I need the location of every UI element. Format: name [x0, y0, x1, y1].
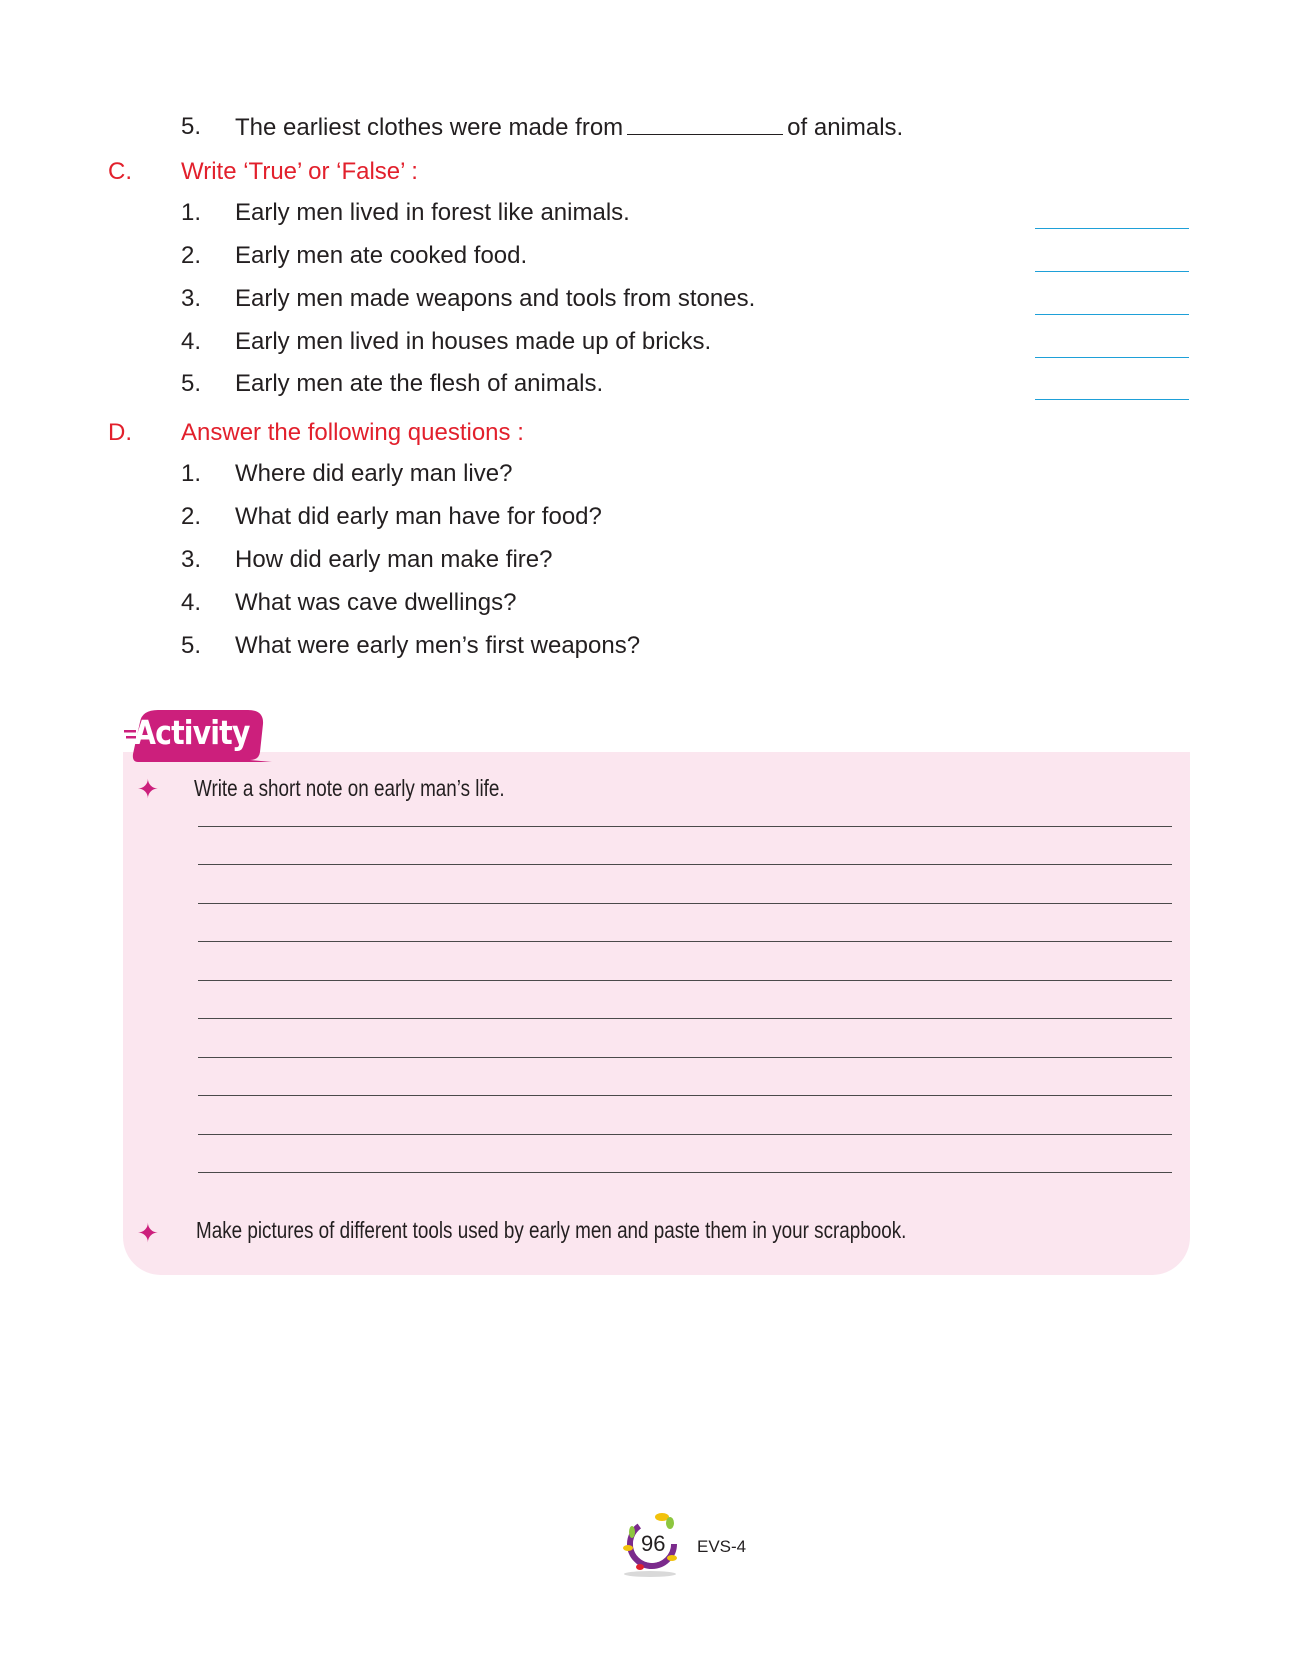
true-false-answer-line[interactable] — [1035, 357, 1189, 358]
activity-panel — [123, 752, 1190, 1275]
section-d-heading: Answer the following questions : — [181, 419, 524, 446]
c-item-text: Early men ate cooked food. — [235, 242, 528, 269]
b-item-5-question — [235, 112, 903, 143]
true-false-answer-line[interactable] — [1035, 228, 1189, 229]
writing-line[interactable] — [198, 1172, 1172, 1173]
section-c-letter: C. — [108, 158, 132, 185]
true-false-answer-line[interactable] — [1035, 271, 1189, 272]
d-item-text: What did early man have for food? — [235, 503, 602, 530]
writing-line[interactable] — [198, 1134, 1172, 1135]
writing-line[interactable] — [198, 903, 1172, 904]
b-item-5-text-after: of animals. — [787, 114, 904, 141]
writing-line[interactable] — [198, 1057, 1172, 1058]
true-false-answer-line[interactable] — [1035, 314, 1189, 315]
d-item-text: Where did early man live? — [235, 460, 513, 487]
d-item-text: How did early man make fire? — [235, 546, 553, 573]
writing-line[interactable] — [198, 1095, 1172, 1096]
activity-title: Activity — [134, 713, 250, 752]
c-item-text: Early men made weapons and tools from stones. — [235, 285, 756, 312]
c-item-number: 4. — [181, 328, 202, 355]
book-label: EVS-4 — [697, 1537, 747, 1556]
c-item-text: Early men lived in houses made up of bricks. — [235, 328, 712, 355]
section-d-letter: D. — [108, 419, 132, 446]
b-item-5-text-before: The earliest clothes were made from — [235, 114, 624, 141]
section-c-heading: Write ‘True’ or ‘False’ : — [181, 158, 418, 185]
activity-task-2: Make pictures of different tools used by early men and paste them in your scrapbook. — [196, 1217, 907, 1243]
d-item-text: What were early men’s first weapons? — [235, 632, 641, 659]
writing-line[interactable] — [198, 826, 1172, 827]
d-item-text: What was cave dwellings? — [235, 589, 517, 616]
writing-line[interactable] — [198, 941, 1172, 942]
writing-line[interactable] — [198, 1018, 1172, 1019]
c-item-number: 3. — [181, 285, 202, 312]
c-item-number: 5. — [181, 370, 202, 397]
page-number: 96 — [641, 1531, 666, 1556]
c-item-number: 2. — [181, 242, 202, 269]
b-item-5-number: 5. — [181, 113, 202, 140]
c-item-number: 1. — [181, 199, 202, 226]
d-item-number: 3. — [181, 546, 202, 573]
d-item-number: 5. — [181, 632, 202, 659]
d-item-number: 2. — [181, 503, 202, 530]
writing-line[interactable] — [198, 980, 1172, 981]
c-item-text: Early men lived in forest like animals. — [235, 199, 630, 226]
activity-task-1: Write a short note on early man’s life. — [194, 775, 505, 801]
writing-line[interactable] — [198, 864, 1172, 865]
c-item-text: Early men ate the flesh of animals. — [235, 370, 604, 397]
true-false-answer-line[interactable] — [1035, 399, 1189, 400]
d-item-number: 1. — [181, 460, 202, 487]
d-item-number: 4. — [181, 589, 202, 616]
fill-in-blank[interactable] — [627, 112, 783, 135]
bullet-star-icon: ✦ — [137, 1218, 159, 1248]
bullet-star-icon: ✦ — [137, 774, 159, 804]
